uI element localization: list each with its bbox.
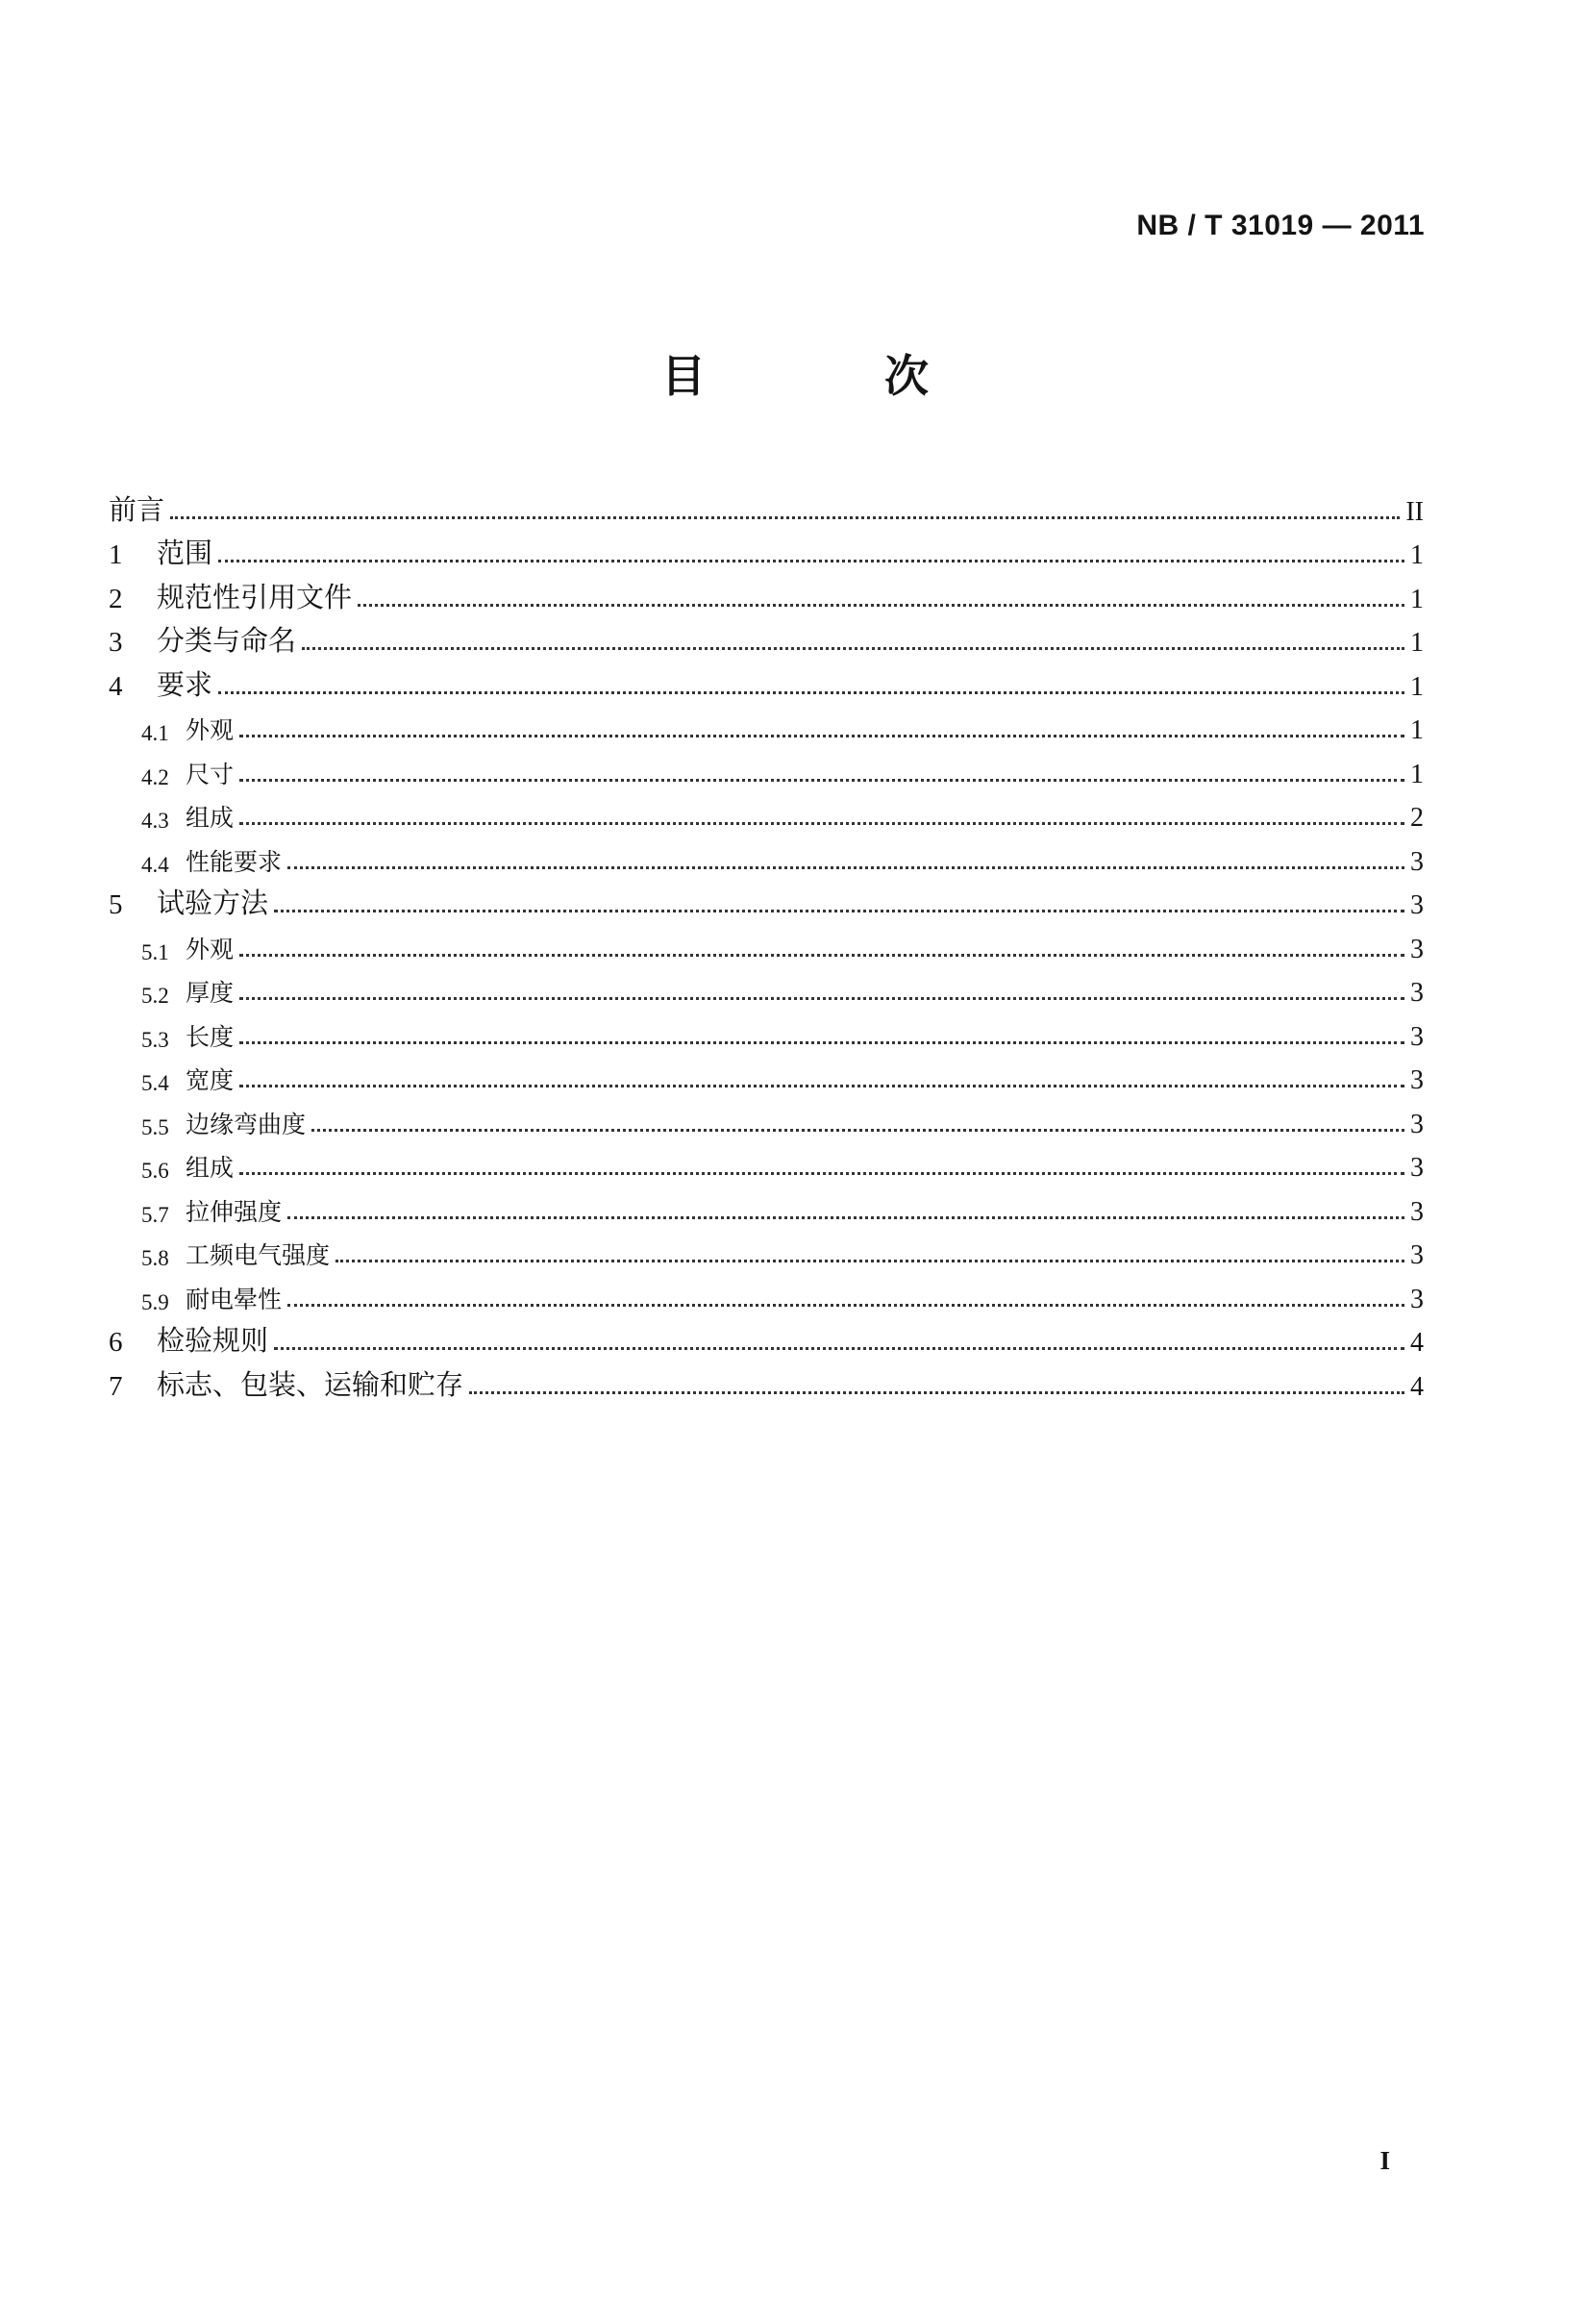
toc-entry-number: 4.3 bbox=[141, 809, 169, 833]
toc-entry-page: 1 bbox=[1410, 584, 1424, 614]
toc-entry-number: 5 bbox=[109, 889, 123, 920]
toc-entry-label: 边缘弯曲度 bbox=[186, 1110, 307, 1138]
toc-entry-page: 3 bbox=[1410, 1240, 1424, 1270]
toc-entry-page: 3 bbox=[1410, 890, 1424, 920]
toc-entry-page: 3 bbox=[1410, 1284, 1424, 1314]
toc-entry-number: 4.2 bbox=[141, 764, 169, 789]
toc-entry-label: 工频电气强度 bbox=[186, 1241, 331, 1269]
toc-entry-label: 外观 bbox=[186, 716, 235, 744]
toc-entry-page: 1 bbox=[1410, 540, 1424, 570]
toc-entry[interactable] bbox=[109, 1271, 1424, 1315]
toc-entry-page: II bbox=[1405, 496, 1424, 527]
toc-entry[interactable] bbox=[109, 571, 1424, 615]
dot-leader bbox=[287, 866, 1404, 869]
toc-entry-page: 1 bbox=[1410, 715, 1424, 745]
toc-entry[interactable] bbox=[109, 1184, 1424, 1228]
toc-entry[interactable] bbox=[109, 1053, 1424, 1097]
toc-entry-number: 5.6 bbox=[141, 1159, 169, 1183]
toc-entry-label: 范围 bbox=[157, 537, 213, 569]
toc-entry[interactable] bbox=[109, 659, 1424, 703]
toc-entry-label: 组成 bbox=[186, 1154, 235, 1182]
toc-entry-page: 3 bbox=[1410, 1196, 1424, 1227]
toc-entry-label: 前言 bbox=[109, 492, 165, 526]
toc-entry-label: 标志、包装、运输和贮存 bbox=[157, 1367, 464, 1401]
toc-entry-page: 3 bbox=[1410, 978, 1424, 1008]
toc-entry-page: 4 bbox=[1410, 1371, 1424, 1402]
toc-entry[interactable] bbox=[109, 965, 1424, 1010]
toc-entry[interactable] bbox=[109, 615, 1424, 660]
toc-entry-label: 宽度 bbox=[186, 1066, 235, 1094]
toc-entry-label: 厚度 bbox=[186, 979, 235, 1007]
toc-entry-number: 6 bbox=[109, 1327, 123, 1358]
toc-entry[interactable] bbox=[109, 703, 1424, 747]
dot-leader bbox=[239, 997, 1404, 1000]
page-number: I bbox=[1379, 2146, 1390, 2175]
toc-entry[interactable] bbox=[109, 746, 1424, 790]
dot-leader bbox=[335, 1260, 1404, 1262]
toc-entry[interactable] bbox=[109, 528, 1424, 572]
toc-entry[interactable] bbox=[109, 921, 1424, 965]
dot-leader bbox=[239, 954, 1404, 957]
toc-entry-number: 5.8 bbox=[141, 1246, 169, 1270]
toc-entry[interactable] bbox=[109, 1315, 1424, 1360]
toc-entry-page: 1 bbox=[1410, 671, 1424, 702]
toc-entry-page: 3 bbox=[1410, 846, 1424, 877]
toc-entry-label: 耐电晕性 bbox=[186, 1285, 283, 1313]
toc-entry-label: 检验规则 bbox=[157, 1324, 269, 1357]
toc-entry[interactable] bbox=[109, 484, 1424, 528]
toc-entry-page: 1 bbox=[1410, 628, 1424, 658]
dot-leader bbox=[469, 1391, 1404, 1394]
toc-entry-number: 5.3 bbox=[141, 1027, 169, 1052]
dot-leader bbox=[358, 604, 1404, 607]
toc-entry-number: 4.1 bbox=[141, 721, 169, 745]
toc-entry[interactable] bbox=[109, 1140, 1424, 1185]
toc-entry-label: 拉伸强度 bbox=[186, 1197, 283, 1226]
page-title: 目 次 bbox=[661, 350, 996, 402]
toc-entry-number: 4.4 bbox=[141, 852, 169, 877]
toc-entry-label: 要求 bbox=[157, 667, 213, 701]
toc-entry-page: 3 bbox=[1410, 1109, 1424, 1139]
dot-leader bbox=[218, 560, 1404, 562]
toc-entry[interactable] bbox=[109, 1359, 1424, 1403]
standard-code: NB / T 31019 — 2011 bbox=[1136, 210, 1425, 241]
toc-entry-number: 5.1 bbox=[141, 939, 169, 964]
dot-leader bbox=[274, 1347, 1404, 1350]
dot-leader bbox=[239, 1172, 1404, 1175]
table-of-contents bbox=[109, 484, 1424, 1403]
toc-entry-number: 7 bbox=[109, 1370, 123, 1402]
dot-leader bbox=[239, 779, 1404, 782]
toc-entry[interactable] bbox=[109, 1096, 1424, 1140]
toc-entry[interactable] bbox=[109, 1009, 1424, 1053]
dot-leader bbox=[239, 822, 1404, 825]
toc-entry-number: 3 bbox=[109, 627, 123, 658]
toc-entry-label: 性能要求 bbox=[186, 847, 283, 876]
toc-entry-label: 规范性引用文件 bbox=[157, 580, 353, 613]
dot-leader bbox=[239, 1085, 1404, 1087]
toc-entry-number: 5.2 bbox=[141, 984, 169, 1008]
dot-leader bbox=[274, 910, 1404, 912]
dot-leader bbox=[311, 1129, 1404, 1132]
toc-entry-page: 3 bbox=[1410, 1065, 1424, 1095]
toc-entry[interactable] bbox=[109, 878, 1424, 922]
toc-entry-number: 5.9 bbox=[141, 1289, 169, 1314]
toc-entry-number: 5.4 bbox=[141, 1071, 169, 1095]
toc-entry-page: 3 bbox=[1410, 1021, 1424, 1052]
toc-entry-label: 试验方法 bbox=[157, 887, 269, 919]
dot-leader bbox=[302, 647, 1404, 650]
toc-entry-label: 分类与命名 bbox=[157, 624, 297, 657]
toc-entry-page: 1 bbox=[1410, 759, 1424, 789]
toc-entry-number: 4 bbox=[109, 670, 123, 702]
toc-entry-page: 3 bbox=[1410, 1153, 1424, 1183]
toc-entry[interactable] bbox=[109, 790, 1424, 835]
toc-entry-number: 5.5 bbox=[141, 1114, 169, 1139]
toc-entry-number: 5.7 bbox=[141, 1202, 169, 1227]
toc-entry-label: 尺寸 bbox=[186, 760, 235, 788]
toc-entry-label: 组成 bbox=[186, 804, 235, 832]
dot-leader bbox=[239, 1041, 1404, 1044]
toc-entry-page: 4 bbox=[1410, 1328, 1424, 1358]
toc-entry-page: 3 bbox=[1410, 934, 1424, 964]
toc-entry[interactable] bbox=[109, 1228, 1424, 1272]
dot-leader bbox=[239, 735, 1404, 737]
dot-leader bbox=[218, 691, 1404, 694]
toc-entry-number: 2 bbox=[109, 583, 123, 614]
toc-entry[interactable] bbox=[109, 834, 1424, 878]
dot-leader bbox=[170, 516, 1400, 519]
toc-entry-label: 外观 bbox=[186, 935, 235, 963]
dot-leader bbox=[287, 1216, 1404, 1219]
toc-entry-number: 1 bbox=[109, 539, 123, 570]
dot-leader bbox=[287, 1304, 1404, 1307]
toc-entry-page: 2 bbox=[1410, 803, 1424, 833]
toc-entry-label: 长度 bbox=[186, 1022, 235, 1051]
